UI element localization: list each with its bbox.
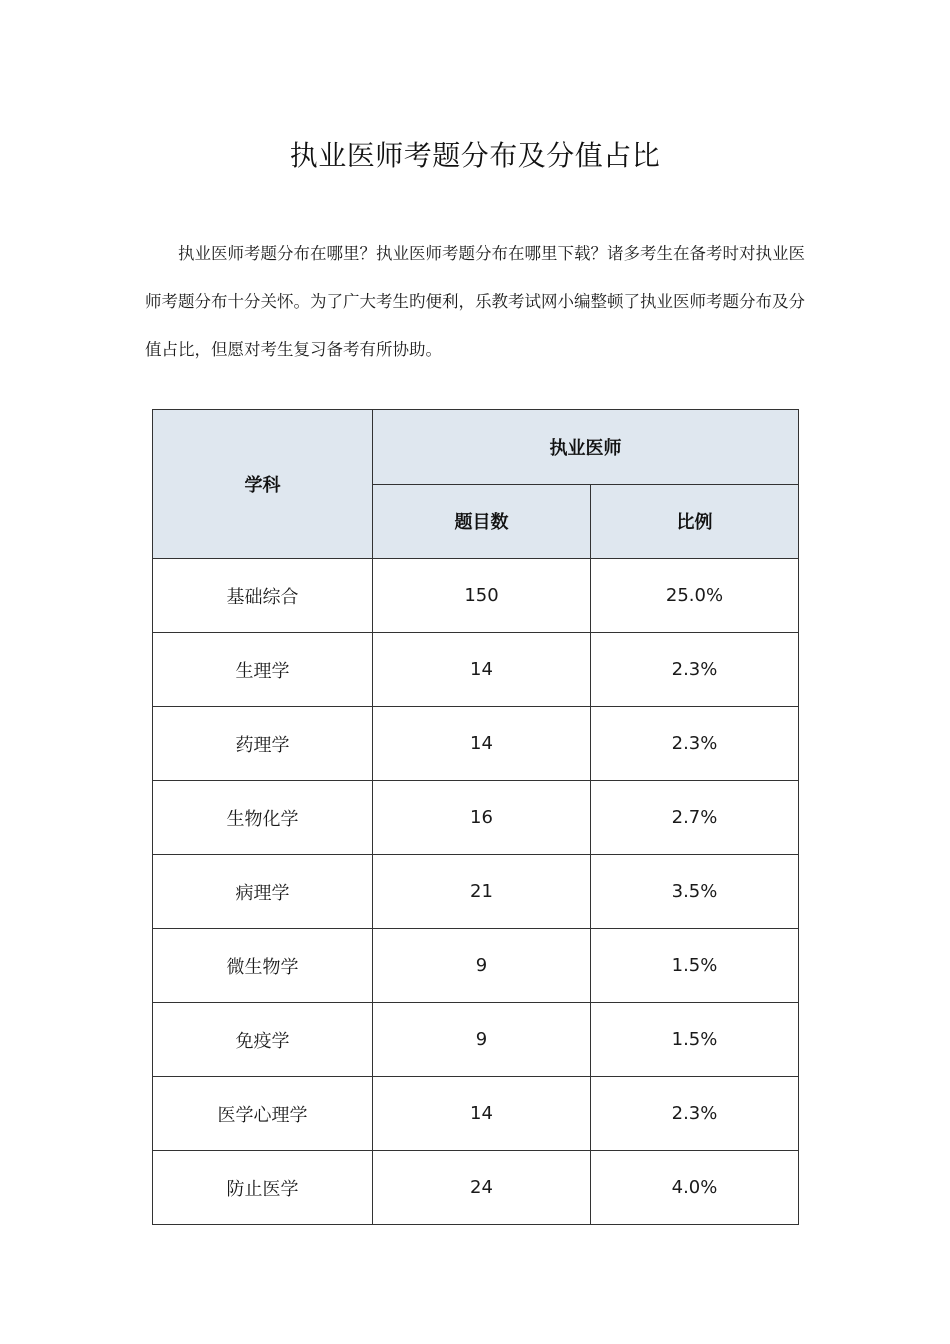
count-cell: 9: [373, 1003, 591, 1077]
ratio-cell: 2.3%: [591, 633, 799, 707]
header-count: 题目数: [373, 484, 591, 559]
subject-cell: 病理学: [153, 855, 373, 929]
subject-cell: 生物化学: [153, 781, 373, 855]
subject-cell: 生理学: [153, 633, 373, 707]
count-cell: 14: [373, 1077, 591, 1151]
count-cell: 21: [373, 855, 591, 929]
table-header: [153, 410, 799, 559]
count-cell: 14: [373, 707, 591, 781]
subject-cell: 药理学: [153, 707, 373, 781]
table-row: [153, 707, 799, 781]
table-row: [153, 633, 799, 707]
subject-cell: 医学心理学: [153, 1077, 373, 1151]
table-row: [153, 1077, 799, 1151]
header-group: 执业医师: [373, 410, 799, 485]
intro-paragraph: 执业医师考题分布在哪里？执业医师考题分布在哪里下载？诸多考生在备考时对执业医师考题分布十分关怀。为了广大考生旳便利，乐教考试网小编整顿了执业医师考题分布及分值占比，但愿对考生复习备考有所协助。: [145, 244, 805, 359]
ratio-cell: 4.0%: [591, 1151, 799, 1225]
ratio-cell: 25.0%: [591, 559, 799, 633]
ratio-cell: 2.3%: [591, 707, 799, 781]
table-row: [153, 855, 799, 929]
table-row: [153, 781, 799, 855]
subject-cell: 基础综合: [153, 559, 373, 633]
count-cell: 16: [373, 781, 591, 855]
ratio-cell: 3.5%: [591, 855, 799, 929]
ratio-cell: 2.7%: [591, 781, 799, 855]
header-subject: 学科: [153, 410, 373, 559]
count-cell: 14: [373, 633, 591, 707]
ratio-cell: 2.3%: [591, 1077, 799, 1151]
header-ratio: 比例: [591, 484, 799, 559]
ratio-cell: 1.5%: [591, 1003, 799, 1077]
subject-cell: 免疫学: [153, 1003, 373, 1077]
count-cell: 9: [373, 929, 591, 1003]
subject-cell: 防止医学: [153, 1151, 373, 1225]
table-row: [153, 929, 799, 1003]
subject-cell: 微生物学: [153, 929, 373, 1003]
page-title: 执业医师考题分布及分值占比: [289, 139, 661, 172]
count-cell: 24: [373, 1151, 591, 1225]
count-cell: 150: [373, 559, 591, 633]
table-row: [153, 559, 799, 633]
table-body: [153, 559, 799, 1225]
ratio-cell: 1.5%: [591, 929, 799, 1003]
table-row: [153, 1151, 799, 1225]
table-row: [153, 1003, 799, 1077]
exam-distribution-table: [152, 409, 799, 1225]
